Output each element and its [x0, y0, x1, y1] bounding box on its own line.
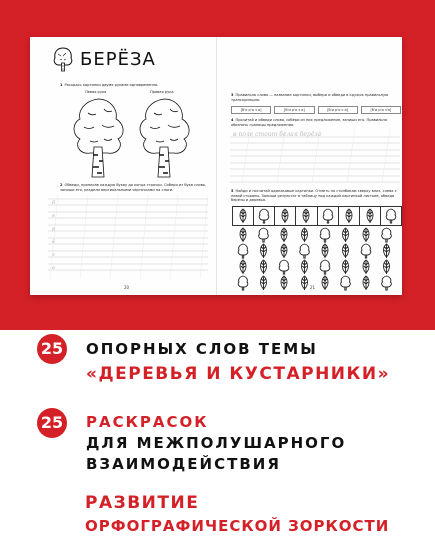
card-leaf-drawing [360, 207, 380, 225]
leaf-icon [363, 228, 369, 242]
leaf-icon [363, 276, 369, 290]
card-leaf-drawing [275, 207, 295, 225]
transcription-option[interactable]: [б'и р'о с а] [318, 106, 358, 114]
leaf-card [233, 207, 254, 225]
leaf-icon [384, 260, 390, 274]
footer-line-2: ОРФОГРАФИЧЕСКОЙ ЗОРКОСТИ [85, 517, 390, 535]
birch-tree-icon [382, 228, 392, 242]
birch-tree-icon [341, 276, 351, 290]
birch-coloring-pictures [66, 95, 196, 179]
birch-tree-right [140, 99, 189, 177]
birch-tree-left [74, 99, 123, 177]
footer-line-1: РАЗВИТИЕ [85, 493, 200, 513]
card-leaf-drawing [254, 207, 274, 225]
feature-2-line-3: ВЗАИМОДЕЙСТВИЯ [86, 455, 281, 473]
birch-tree-icon [320, 228, 330, 242]
leaf-icon [282, 209, 288, 223]
svg-text:р: р [52, 226, 56, 232]
leaf-card [254, 207, 275, 225]
leaf-card [296, 207, 317, 225]
left-writing-lines [48, 195, 208, 279]
card-leaf-drawing [339, 207, 359, 225]
birch-tree-icon [323, 209, 333, 223]
leaf-icon [261, 276, 267, 290]
left-page-number: 20 [124, 285, 130, 290]
birch-tree-icon [382, 276, 392, 290]
birch-tree-icon [259, 209, 269, 223]
leaf-icon [261, 244, 267, 258]
leaf-icon [343, 260, 349, 274]
birch-tree-icon [300, 244, 310, 258]
leaf-icon [240, 260, 246, 274]
leaf-icon [322, 276, 328, 290]
leaf-icon [303, 209, 309, 223]
book-spine [216, 37, 217, 295]
leaf-icon [343, 244, 349, 258]
leaf-icon [302, 260, 308, 274]
feature-2-number-badge: 25 [37, 408, 67, 438]
leaf-icon [367, 209, 373, 223]
leaf-card [275, 207, 296, 225]
task-4: 4 Прочитай и обведи слова, собери из них предложение, запиши его. Правильно обозначь границы предложения. [231, 118, 388, 127]
leaf-icon [346, 209, 352, 223]
page-title: БЕРЁЗА [80, 49, 156, 70]
leaf-icon [281, 244, 287, 258]
workbook-spread [30, 37, 402, 295]
feature-1-number-badge: 25 [37, 334, 67, 364]
leaf-icon [281, 276, 287, 290]
leaf-icon [363, 260, 369, 274]
leaf-card [381, 207, 401, 225]
feature-1-line-2: «ДЕРЕВЬЯ И КУСТАРНИКИ» [86, 364, 391, 384]
svg-text:е: е [52, 213, 55, 219]
birch-tree-icon [361, 244, 371, 258]
birch-tree-icon [279, 260, 289, 274]
card-leaf-drawing [381, 207, 401, 225]
birch-tree-icon [386, 209, 396, 223]
leaf-card [360, 207, 381, 225]
task-5: 5 Найди и посчитай одинаковые картинки. Отметь по столбикам сверху вниз, слева с левой стороны. Запиши результат в таблицу под каждой картинкой листьев, обведи берёзы и деревья. [231, 189, 397, 203]
feature-2-line-1: РАСКРАСОК [86, 413, 209, 431]
leaf-icon [322, 244, 328, 258]
birch-tree-icon [238, 244, 248, 258]
birch-title-icon [52, 46, 74, 72]
right-page-number: 21 [310, 285, 316, 290]
birch-tree-icon [320, 260, 330, 274]
feature-2-line-2: ДЛЯ МЕЖПОЛУШАРНОГО [86, 434, 347, 452]
card-leaf-drawing [296, 207, 316, 225]
task-2: 2 Обведи, прописав каждую букву до конца строчки. Собери из букв слово, запиши его, раздели вертикальными чёрточками на слоги. [60, 183, 207, 192]
leaf-icon [302, 276, 308, 290]
card-leaf-drawing [318, 207, 338, 225]
task-1: 1 Раскрась картинки двумя руками одновременно. [60, 83, 159, 87]
transcription-option[interactable]: [б'е р'о з а] [231, 106, 271, 114]
leaf-icon [240, 209, 246, 223]
leaf-card [339, 207, 360, 225]
transcription-option[interactable]: [б'и р'о з а] [274, 106, 314, 114]
transcription-option[interactable]: [б'и р'о з'а] [361, 106, 401, 114]
left-hand-label: Левая рука [85, 90, 107, 94]
leaf-icon [261, 260, 267, 274]
leaf-counting-grid [232, 227, 400, 291]
task-3: 3 Правильно слово — название картинки, выбери и обведи в кружок правильную транскрипцию. [231, 93, 389, 102]
leaf-card [318, 207, 339, 225]
svg-text:б: б [52, 200, 56, 206]
svg-text:а: а [52, 265, 55, 271]
transcription-options [231, 106, 401, 114]
birch-tree-icon [259, 228, 269, 242]
leaf-picture-row [232, 206, 402, 226]
leaf-icon [240, 228, 246, 242]
birch-tree-icon [238, 276, 248, 290]
right-hand-label: Правая рука [150, 90, 174, 94]
cursive-trace-text: в поле стоит белая берёза [233, 131, 322, 138]
svg-text:з: з [52, 252, 55, 258]
card-leaf-drawing [233, 207, 253, 225]
feature-1-line-1: ОПОРНЫХ СЛОВ ТЕМЫ [86, 340, 318, 358]
leaf-icon [302, 228, 308, 242]
leaf-icon [384, 244, 390, 258]
leaf-icon [281, 228, 287, 242]
svg-text:ё: ё [52, 239, 55, 245]
leaf-icon [343, 228, 349, 242]
